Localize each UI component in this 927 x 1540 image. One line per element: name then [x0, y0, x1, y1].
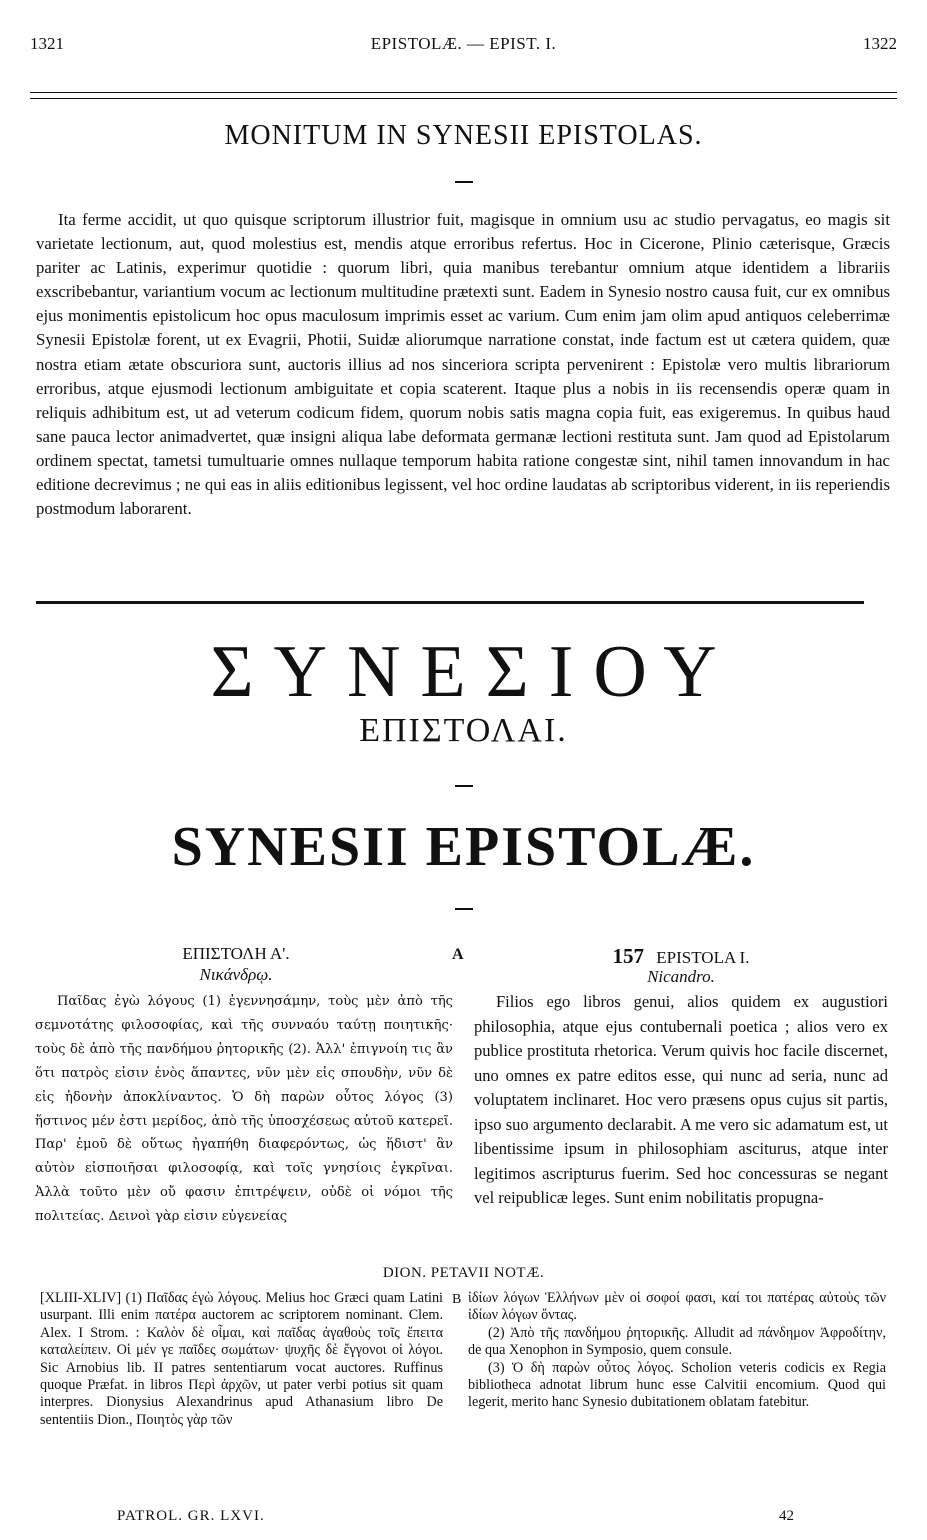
latin-letter-title: EPISTOLA I. — [656, 948, 750, 967]
greek-letter-title: ΕΠΙΣΤΟΛΗ Α'. — [182, 944, 290, 963]
margin-marker-b: B — [452, 1292, 462, 1307]
ornament-dash — [455, 908, 473, 910]
monitum-paragraph: Ita ferme accidit, ut quo quisque scriptorum illustrior fuit, magisque in omnium usu ac studio pervagatus, eo magis sit varietate lectionum, aut, quod molestius est, mendis atque erroribus refertus. Hoc in Cicerone, Plinio cæterisque, Græcis pariter ac Latinis, experimur quotidie : quorum libri, quia manibus terebantur omnium atque identidem a librariis exscribebantur, variantium vocum ac lectionum multitudine prætexti sunt. Eadem in Synesio nostro causa fuit, cur ex omnibus ejus monimentis epistolicum hoc opus maculosum imprimis esset ac varium. Cum enim jam olim apud antiquos celeberrimæ Synesii Epistolæ forent, ut ex Evagrii, Photii, Suidæ aliorumque narratione constat, inde factum est ut cætera quidem, quæ nostra etiam ætate obscuriora sunt, auctoris illius ad nos sinceriora scripta pervenirent : Epistolæ vero multis librariorum erroribus, atque ejusmodi lectionum ambiguitate et copia scaterent. Itaque plus a nobis in iis recensendis operæ quam in reliquis adhibitum est, ut ad veterum codicum fidem, quorum nobis satis magna copia fuit, eas exigeremus. In quibus haud sane pauca lector animadvertet, quæ insigni aliqua labe deformata germanæ lectioni restituta sunt. Jam quod ad Epistolarum ordinem spectat, tametsi tumultuarie omnes nullaque temporum habita ratione congestæ sint, nihil tamen innovandum in hac editione decrevimus ; ne qui eas in aliis editionibus legissent, vel hoc ordine laudatas ab scriptoribus viderent, in iis reperiendis postmodum laborarent. — [36, 210, 890, 519]
ornament-dash — [455, 181, 473, 183]
section-rule — [36, 601, 864, 604]
right-page-number: 1322 — [863, 34, 897, 53]
greek-letter-addressee: Νικάνδρῳ. — [199, 965, 273, 984]
latin-letter-addressee: Nicandro. — [647, 967, 715, 986]
greek-main-title: ΣΥΝΕΣΙΟΥ — [210, 631, 737, 713]
left-page-number: 1321 — [30, 34, 64, 53]
notes-heading: DION. PETAVII NOTÆ. — [382, 1265, 545, 1281]
note-2: (2) Ἀπὸ τῆς πανδήμου ῥητορικῆς. Alludit ad πάνδημον Ἀφροδίτην, de qua Xenophon in Symposio, quem consule. — [468, 1324, 886, 1359]
ornament-dash — [455, 785, 473, 787]
notes-right-column — [468, 1290, 886, 1412]
note-1: [XLIII-XLIV] (1) Παῖδας ἐγὼ λόγους. Melius hoc Græci quam Latini usurpant. Illi enim πατέρα auctorem ac scriptorem nominant. Clem. Alex. I Strom. : Καλὸν δὲ οἶμαι, καὶ παῖδας ἀγαθοὺς τοῖς ἔπειτα καταλείπειν. Οἱ μέν γε παῖδες σωμάτων· ψυχῆς δὲ ἔγγονοι οἱ λόγοι. Sic Arnobius lib. II patres sententiarum vocat auctores. Ruffinus quoque Præfat. in libros Περὶ ἀρχῶν, ut pater verbi potius sit quam interpres. Dionysius Alexandrinus apud Athanasium libro De sententiis Dion., Ποιητὸς γὰρ τῶν — [40, 1290, 443, 1428]
header-rule — [30, 92, 897, 99]
latin-letter-text: Filios ego libros genui, alios quidem ex augustiori philosophia, atque ejus contubernali poetica ; alios vero ex publice prostituta rhetorica. Verum quivis hoc facile discernet, uno omnes ex patre editos esse, qui nunc ad seria, nunc ad voluptatem inclinaret. Hoc vero præsens opus cujus sit partis, ipso suo argumento declarabit. A me vero sic adamatum est, ut libentissime ipsum in philosophiam asciturus, atque inter legitimos ascripturus fuerim. Sed hoc concessuras se negant vel reipublicæ leges. Sunt enim nobilitatis propugna- — [474, 992, 888, 1207]
latin-column — [474, 990, 888, 1211]
note-3: (3) Ὁ δὴ παρὼν οὗτος λόγος. Scholion veteris codicis ex Regia bibliotheca adnotat librum hunc esse Calvitii encomium. Quod qui legerit, merito hanc Synesio dubitationem oblatam fatebitur. — [468, 1359, 886, 1411]
latin-main-title: SYNESII EPISTOLÆ. — [171, 816, 756, 878]
monitum-text — [36, 208, 890, 521]
column-page-number: 157 — [612, 944, 645, 968]
greek-letter-text: Παῖδας ἐγὼ λόγους (1) ἐγεννησάμην, τοὺς μὲν ἀπὸ τῆς σεμνοτάτης φιλοσοφίας, καὶ τῆς συνναόυ ταύτῃ ποιητικῆς· τοὺς δὲ ἀπὸ τῆς πανδήμου ῥητορικῆς (2). Ἀλλ' ἐπιγνοίη τις ἂν ὅτι πατρὸς εἰσιν ἑνὸς ἅπαντες, νῦν μὲν εἰς σπουδὴν, νῦν δὲ εἰς ἡδονὴν ἀποκλίναντος. Ὁ δὴ παρὼν οὗτος λόγος (3) ἥστινος μέν ἐστι μερίδος, ἀπὸ τῆς ὑποσχέσεως αὐτοῦ κατερεῖ. Παρ' ἐμοῦ δὲ οὕτως ἠγαπήθη διαφερόντως, ὡς ἥδιστ' ἂν αὐτὸν εἰσποιῆσαι φιλοσοφίᾳ, καὶ τοῖς γνησίοις ἐγκρῖναι. Ἀλλὰ τοῦτο μὲν οὔ φασιν ἐπιτρέψειν, οὐδὲ οἱ νόμοι τῆς πολιτείας. Δεινοὶ γὰρ εἰσιν εὐγενείας — [35, 994, 453, 1225]
running-head — [30, 34, 897, 58]
greek-subtitle: ΕΠΙΣΤΟΛΑΙ. — [359, 712, 568, 749]
footer-number: 42 — [779, 1508, 794, 1524]
footer-signature: PATROL. GR. LXVI. — [117, 1508, 265, 1524]
footer — [0, 1508, 927, 1528]
running-title: EPISTOLÆ. — EPIST. I. — [370, 34, 557, 53]
greek-column — [35, 990, 453, 1229]
margin-marker-a: A — [452, 946, 464, 963]
monitum-title: MONITUM IN SYNESII EPISTOLAS. — [224, 120, 703, 151]
latin-letter-heading — [475, 944, 887, 969]
notes-left-column — [40, 1290, 443, 1429]
note-1-continued: ἰδίων λόγων Ἑλλήνων μὲν οἱ σοφοί φασι, καί τοι πατέρας αὐτοὺς τῶν ἰδίων λόγων ὄντας. — [468, 1290, 886, 1324]
